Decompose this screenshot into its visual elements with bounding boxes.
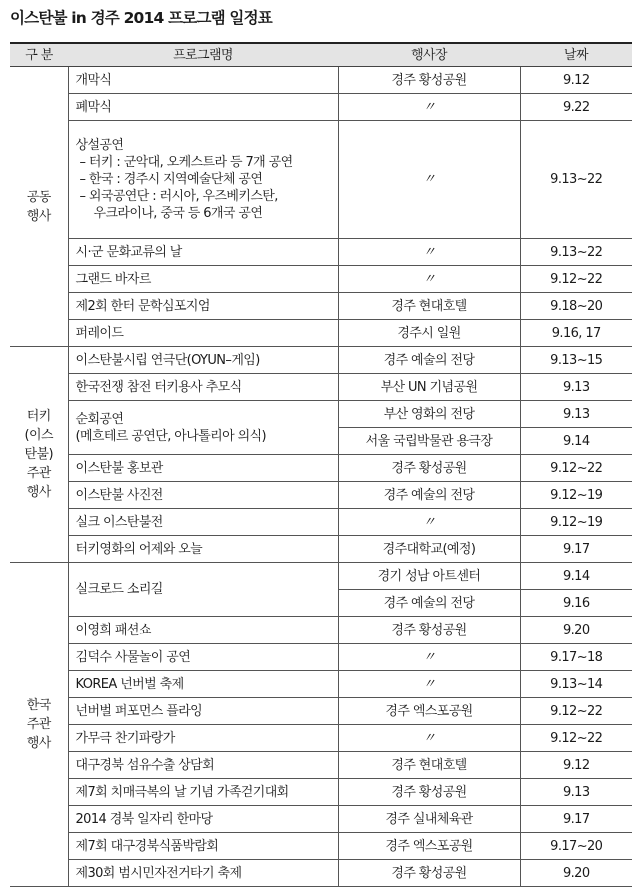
- date-cell: 9.16, 17: [520, 320, 632, 347]
- date-cell: 9.17: [520, 806, 632, 833]
- program-cell: 대구경북 섬유수출 상담회: [68, 752, 338, 779]
- venue-cell: 〃: [338, 121, 520, 239]
- program-cell: 제7회 치매극복의 날 기념 가족걷기대회: [68, 779, 338, 806]
- venue-cell: 부산 영화의 전당: [338, 401, 520, 428]
- table-row: [10, 536, 632, 563]
- venue-cell: 경기 성남 아트센터: [338, 563, 520, 590]
- section-joint: [10, 67, 632, 347]
- table-row: [10, 239, 632, 266]
- table-row: [10, 833, 632, 860]
- venue-cell: 경주 예술의 전당: [338, 590, 520, 617]
- category-turkey: 터키 (이스 탄불) 주관 행사: [10, 347, 68, 563]
- date-cell: 9.14: [520, 428, 632, 455]
- table-row: [10, 67, 632, 94]
- date-cell: 9.16: [520, 590, 632, 617]
- date-cell: 9.12~19: [520, 482, 632, 509]
- date-cell: 9.17~18: [520, 644, 632, 671]
- program-line: – 터키 : 군악대, 오케스트라 등 7개 공연: [79, 155, 293, 170]
- table-row: [10, 374, 632, 401]
- section-turkey: [10, 347, 632, 563]
- program-cell: 실크로드 소리길: [68, 563, 338, 617]
- venue-cell: 경주 엑스포공원: [338, 833, 520, 860]
- program-cell: 폐막식: [68, 94, 338, 121]
- date-cell: 9.13~22: [520, 239, 632, 266]
- date-cell: 9.17: [520, 536, 632, 563]
- date-cell: 9.22: [520, 94, 632, 121]
- table-header-row: [10, 43, 632, 67]
- venue-cell: 경주 황성공원: [338, 67, 520, 94]
- venue-cell: 경주 예술의 전당: [338, 482, 520, 509]
- table-row: [10, 94, 632, 121]
- date-cell: 9.12~22: [520, 455, 632, 482]
- table-row: [10, 482, 632, 509]
- table-row: [10, 293, 632, 320]
- program-cell: 가무극 찬기파랑가: [68, 725, 338, 752]
- date-cell: 9.13~15: [520, 347, 632, 374]
- date-cell: 9.20: [520, 860, 632, 887]
- table-row: [10, 698, 632, 725]
- program-cell: 한국전쟁 참전 터키용사 추모식: [68, 374, 338, 401]
- venue-cell: 경주 황성공원: [338, 455, 520, 482]
- date-cell: 9.12~22: [520, 266, 632, 293]
- program-cell: 이스탄불 사진전: [68, 482, 338, 509]
- table-row: [10, 266, 632, 293]
- venue-cell: 〃: [338, 94, 520, 121]
- program-cell: KOREA 넌버벌 축제: [68, 671, 338, 698]
- program-cell: 제7회 대구경북식품박람회: [68, 833, 338, 860]
- venue-cell: 〃: [338, 644, 520, 671]
- program-cell: 제30회 범시민자전거타기 축제: [68, 860, 338, 887]
- section-korea: [10, 563, 632, 887]
- program-line: 우크라이나, 중국 등 6개국 공연: [93, 206, 263, 221]
- program-cell: 개막식: [68, 67, 338, 94]
- table-row: [10, 455, 632, 482]
- venue-cell: 〃: [338, 239, 520, 266]
- program-cell: 2014 경북 일자리 한마당: [68, 806, 338, 833]
- program-cell: 이영희 패션쇼: [68, 617, 338, 644]
- program-cell: 퍼레이드: [68, 320, 338, 347]
- program-line: – 외국공연단 : 러시아, 우즈베키스탄,: [79, 189, 278, 204]
- date-cell: 9.17~20: [520, 833, 632, 860]
- date-cell: 9.12~19: [520, 509, 632, 536]
- category-joint: 공동 행사: [10, 67, 68, 347]
- date-cell: 9.13: [520, 779, 632, 806]
- venue-cell: 부산 UN 기념공원: [338, 374, 520, 401]
- venue-cell: 경주 실내체육관: [338, 806, 520, 833]
- date-cell: 9.12: [520, 67, 632, 94]
- date-cell: 9.12~22: [520, 725, 632, 752]
- category-korea: 한국 주관 행사: [10, 563, 68, 887]
- header-date: 날짜: [520, 43, 632, 67]
- venue-cell: 〃: [338, 671, 520, 698]
- table-row: [10, 860, 632, 887]
- table-row: [10, 671, 632, 698]
- program-cell: 그랜드 바자르: [68, 266, 338, 293]
- date-cell: 9.18~20: [520, 293, 632, 320]
- venue-cell: 경주시 일원: [338, 320, 520, 347]
- table-row: [10, 806, 632, 833]
- header-venue: 행사장: [338, 43, 520, 67]
- program-line: (메흐테르 공연단, 아나톨리아 의식): [75, 428, 266, 444]
- date-cell: 9.20: [520, 617, 632, 644]
- table-row: [10, 752, 632, 779]
- header-program: 프로그램명: [68, 43, 338, 67]
- venue-cell: 경주 황성공원: [338, 779, 520, 806]
- program-line: – 한국 : 경주시 지역예술단체 공연: [79, 172, 263, 187]
- date-cell: 9.12: [520, 752, 632, 779]
- table-row: [10, 401, 632, 428]
- header-category: 구 분: [10, 43, 68, 67]
- date-cell: 9.13: [520, 374, 632, 401]
- program-cell: 실크 이스탄불전: [68, 509, 338, 536]
- table-row: [10, 617, 632, 644]
- program-cell: 제2회 한터 문학심포지엄: [68, 293, 338, 320]
- venue-cell: 경주 현대호텔: [338, 752, 520, 779]
- table-row: [10, 320, 632, 347]
- venue-cell: 〃: [338, 266, 520, 293]
- table-row: [10, 563, 632, 590]
- program-cell: 넌버벌 퍼포먼스 플라잉: [68, 698, 338, 725]
- program-cell: 이스탄불 홍보관: [68, 455, 338, 482]
- venue-cell: 경주 엑스포공원: [338, 698, 520, 725]
- program-line: 상설공연: [75, 138, 124, 153]
- table-row: [10, 347, 632, 374]
- date-cell: 9.13: [520, 401, 632, 428]
- table-row: [10, 509, 632, 536]
- venue-cell: 〃: [338, 725, 520, 752]
- venue-cell: 경주 황성공원: [338, 617, 520, 644]
- program-cell: 이스탄불시립 연극단(OYUN–게임): [68, 347, 338, 374]
- date-cell: 9.14: [520, 563, 632, 590]
- table-row: [10, 644, 632, 671]
- program-cell: [68, 121, 338, 239]
- program-cell: 터키영화의 어제와 오늘: [68, 536, 338, 563]
- program-cell: [68, 401, 338, 455]
- date-cell: 9.13~14: [520, 671, 632, 698]
- date-cell: 9.13~22: [520, 121, 632, 239]
- venue-cell: 〃: [338, 509, 520, 536]
- table-row: [10, 725, 632, 752]
- program-line: 순회공연: [75, 411, 124, 427]
- venue-cell: 경주 황성공원: [338, 860, 520, 887]
- table-row: [10, 121, 632, 239]
- date-cell: 9.12~22: [520, 698, 632, 725]
- venue-cell: 경주 예술의 전당: [338, 347, 520, 374]
- program-cell: 시·군 문화교류의 날: [68, 239, 338, 266]
- schedule-table: [10, 42, 632, 887]
- venue-cell: 경주대학교(예정): [338, 536, 520, 563]
- venue-cell: 서울 국립박물관 용극장: [338, 428, 520, 455]
- venue-cell: 경주 현대호텔: [338, 293, 520, 320]
- table-row: [10, 779, 632, 806]
- document-title: 이스탄불 in 경주 2014 프로그램 일정표: [10, 9, 272, 27]
- program-cell: 김덕수 사물놀이 공연: [68, 644, 338, 671]
